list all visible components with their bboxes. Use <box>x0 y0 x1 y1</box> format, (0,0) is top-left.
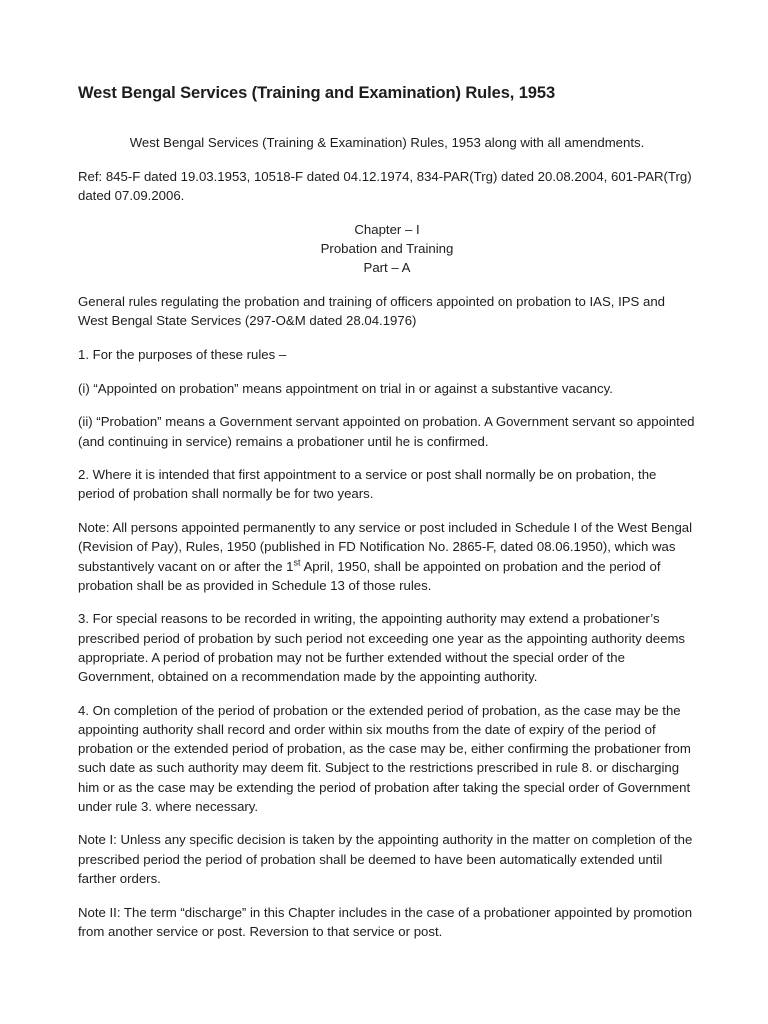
note-ii: Note II: The term “discharge” in this Chapter includes in the case of a probationer appointed by promotion from another service or post. Reversion to that service or post. <box>78 904 693 939</box>
intro-line: West Bengal Services (Training & Examination) Rules, 1953 along with all amendments. <box>129 135 645 150</box>
rule-1-i: (i) “Appointed on probation” means appointment on trial in or against a substantive vacancy. <box>78 380 613 396</box>
document-title: West Bengal Services (Training and Examination) Rules, 1953 <box>78 84 556 102</box>
note-paragraph <box>78 518 696 595</box>
general-rules-paragraph: General rules regulating the probation and training of officers appointed on probation to IAS, IPS and West Bengal State Services (297-O&M dated 28.04.1976) <box>78 294 665 329</box>
rule-3: 3. For special reasons to be recorded in writing, the appointing authority may extend a probationer’s prescribed period of probation by such period not exceeding one year as the appointing authority deems appropriate. A period of probation may not be further extended without the special order of the Government, obtained on a recommendation made by the appointing authority. <box>78 611 686 685</box>
rule-1-ii: (ii) “Probation” means a Government servant appointed on probation. A Government servant so appointed (and continuing in service) remains a probationer until he is confirmed. <box>78 414 695 449</box>
chapter-title: Probation and Training <box>320 240 454 256</box>
chapter-label: Chapter – I <box>354 221 420 237</box>
reference-paragraph: Ref: 845-F dated 19.03.1953, 10518-F dated 04.12.1974, 834-PAR(Trg) dated 20.08.2004, 601-PAR(Trg) dated 07.09.2006. <box>78 168 692 203</box>
note-superscript: st <box>293 557 301 568</box>
note-text-before: Note: All persons appointed permanently to any service or post included in Schedule I of the West Bengal (Revision of Pay), Rules, 1950 (published in FD Notification No. 2865-F, dated 08.06.1950), which was substantively vacant on or after the 1 <box>78 520 693 574</box>
note-i: Note I: Unless any specific decision is taken by the appointing authority in the matter on completion of the prescribed period the period of probation shall be deemed to have been automatically extended until farther orders. <box>78 832 693 886</box>
rule-4: 4. On completion of the period of probation or the extended period of probation, as the case may be the appointing authority shall record and order within six mouths from the date of expiry of the period of probation or the extended period of probation, as the case may be, either confirming the probationer from such date as such authority may deem fit. Subject to the restrictions prescribed in rule 8. or discharging him or as the case may be extending the period of probation after taking the special order of Government under rule 3. where necessary. <box>78 702 691 814</box>
note-text-after: April, 1950, shall be appointed on probation and the period of probation shall be as provided in Schedule 13 of those rules. <box>78 558 661 593</box>
rule-1: 1. For the purposes of these rules – <box>78 346 287 362</box>
rule-2: 2. Where it is intended that first appointment to a service or post shall normally be on probation, the period of probation shall normally be for two years. <box>78 467 657 502</box>
part-label: Part – A <box>363 260 411 276</box>
chapter-heading <box>78 220 696 278</box>
